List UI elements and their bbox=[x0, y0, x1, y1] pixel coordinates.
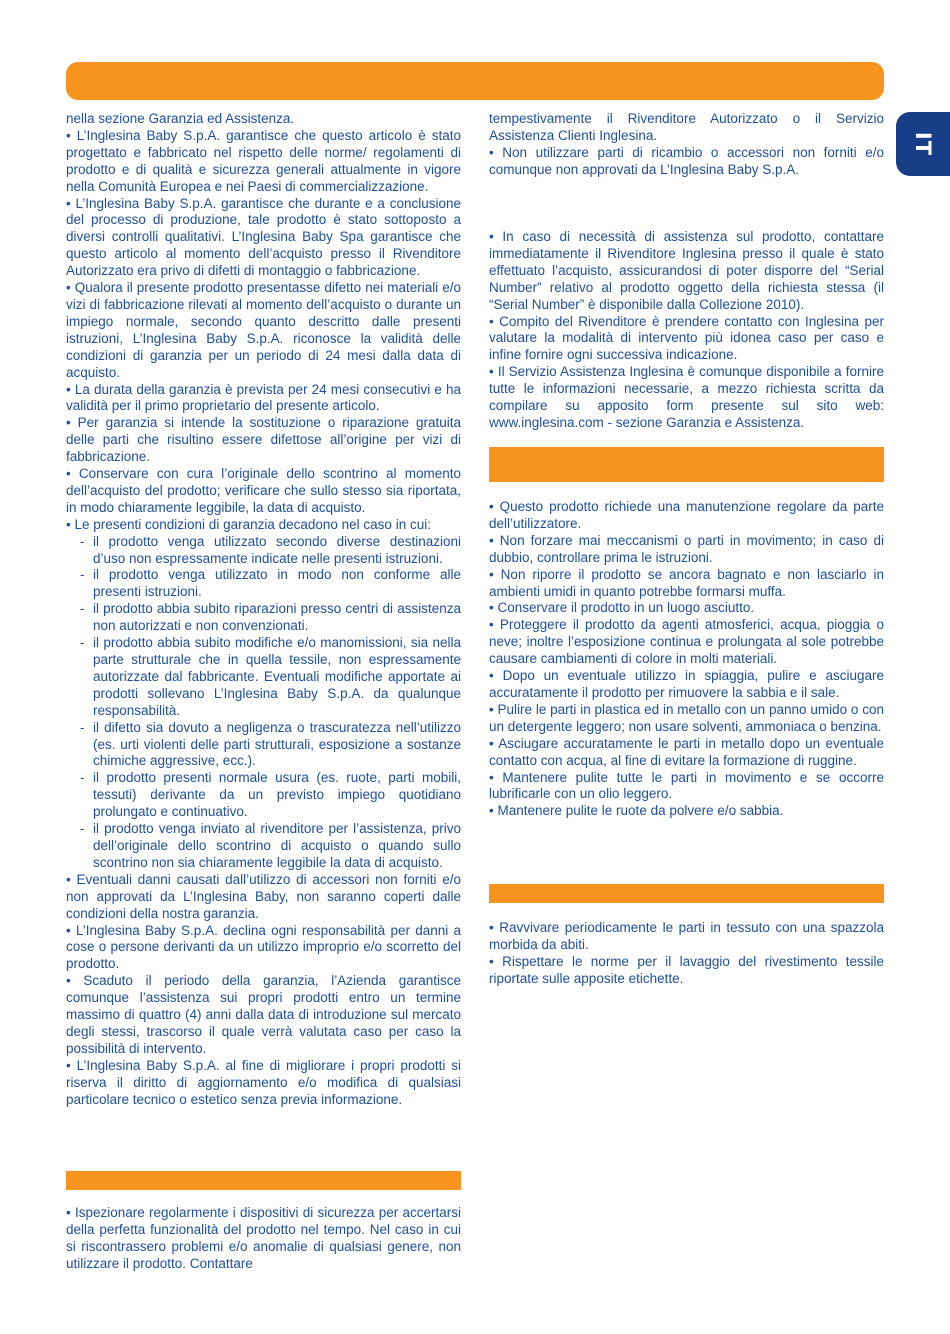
paragraph: nella sezione Garanzia ed Assistenza. bbox=[66, 111, 295, 126]
paragraph: • L’Inglesina Baby S.p.A. declina ogni responsabilità per danni a cose o persone derivanti da un utilizzo improprio e/o scorretto del prodotto. bbox=[66, 922, 461, 972]
section-header-band bbox=[66, 1171, 461, 1190]
paragraph: • Scaduto il periodo della garanzia, l’Azienda garantisce comunque l’assistenza sui propri prodotti entro un termine massimo di quattro (4) anni dalla data di introduzione sul mercato degli stessi, trascorso il quale verrà valutata caso per caso la possibilità di intervento. bbox=[66, 973, 461, 1056]
paragraph: • Ispezionare regolarmente i dispositivi di sicurezza per accertarsi della perfetta funzionalità del prodotto nel tempo. Nel caso in cui si riscontrassero problemi e/o anomalie di qualsiasi genere, non utilizzare il prodotto. Contattare bbox=[66, 1205, 461, 1271]
header-orange-bar bbox=[66, 62, 884, 100]
paragraph: • L’Inglesina Baby S.p.A. garantisce che durante e a conclusione del processo di produzione, tale prodotto è stato sottoposto a diversi controlli qualitativi. L’Inglesina Baby Spa garantisce che questo articolo al momento dell’acquisto presso il Rivenditore Autorizzato era privo di difetti di montaggio o fabbricazione. bbox=[66, 195, 461, 279]
paragraph: • Qualora il presente prodotto presentasse difetto nei materiali e/o vizi di fabbricazione rilevati al momento dell’acquisto o durante un impiego normale, secondo quanto descritto dalle presenti istruzioni, L’Inglesina Baby S.p.A. riconosce la validità delle condizioni di garanzia per un periodo di 24 mesi dalla data di acquisto. bbox=[66, 280, 461, 380]
paragraph: • Questo prodotto richiede una manutenzione regolare da parte dell’utilizzatore. bbox=[489, 499, 884, 531]
paragraph: tempestivamente il Rivenditore Autorizzato o il Servizio Assistenza Clienti Inglesina. bbox=[489, 111, 884, 143]
paragraph: • Dopo un eventuale utilizzo in spiaggia, pulire e asciugare accuratamente il prodotto per rimuovere la sabbia e il sale. bbox=[489, 668, 884, 700]
right-column-fabric bbox=[489, 920, 884, 988]
paragraph: • Ravvivare periodicamente le parti in tessuto con una spazzola morbida da abiti. bbox=[489, 920, 884, 952]
language-tab bbox=[896, 112, 950, 176]
list-item: - il prodotto venga utilizzato secondo diverse destinazioni d’uso non espressamente indicate nelle presenti istruzioni. bbox=[80, 534, 461, 568]
paragraph: • Mantenere pulite tutte le parti in movimento e se occorre lubrificarle con un olio leggero. bbox=[489, 769, 884, 802]
warranty-conditions-list bbox=[66, 534, 461, 872]
paragraph: • Per garanzia si intende la sostituzione o riparazione gratuita delle parti che risultino essere difettose all’origine per vizi di fabbricazione. bbox=[66, 415, 461, 465]
paragraph: • Non riporre il prodotto se ancora bagnato e non lasciarlo in ambienti umidi in quanto potrebbe formarsi muffa. bbox=[489, 566, 884, 599]
right-column-maintenance bbox=[489, 499, 884, 820]
language-tab-label: IT bbox=[910, 131, 935, 157]
paragraph: • Compito del Rivenditore è prendere contatto con Inglesina per valutare la modalità di intervento più idonea caso per caso e infine fornire ogni successiva indicazione. bbox=[489, 313, 884, 363]
paragraph: • Pulire le parti in plastica ed in metallo con un panno umido o con un detergente leggero; non usare solventi, ammoniaca o benzina. bbox=[489, 701, 884, 734]
right-column-assistance bbox=[489, 229, 884, 432]
paragraph: • Rispettare le norme per il lavaggio del rivestimento tessile riportate sulle apposite etichette. bbox=[489, 953, 884, 986]
paragraph: • Eventuali danni causati dall’utilizzo di accessori non forniti e/o non approvati da L’Inglesina Baby, non saranno coperti dalle condizioni della nostra garanzia. bbox=[66, 871, 461, 921]
warranty-final-paragraphs bbox=[66, 872, 461, 1109]
list-item: - il prodotto presenti normale usura (es. ruote, parti mobili, tessuti) derivante da un previsto impiego quotidiano prolungato e continuativo. bbox=[80, 770, 461, 821]
paragraph: • Il Servizio Assistenza Inglesina è comunque disponibile a fornire tutte le informazioni necessarie, a mezzo richiesta scritta da compilare su apposito form presente sul sito web: www.inglesina.com - sezione Garanzia e Assistenza. bbox=[489, 364, 884, 430]
list-item: - il prodotto venga utilizzato in modo non conforme alle presenti istruzioni. bbox=[80, 567, 461, 601]
section-header-band bbox=[489, 447, 884, 482]
paragraph: • Proteggere il prodotto da agenti atmosferici, acqua, pioggia o neve; inoltre l’esposizione continua e prolungata al sole potrebbe causare cambiamenti di colore in molti materiali. bbox=[489, 617, 884, 667]
paragraph: • Conservare il prodotto in un luogo asciutto. bbox=[489, 600, 755, 616]
paragraph: • Mantenere pulite le ruote da polvere e/o sabbia. bbox=[489, 803, 784, 819]
paragraph: • Non forzare mai meccanismi o parti in movimento; in caso di dubbio, controllare prima le istruzioni. bbox=[489, 532, 884, 565]
paragraph: • La durata della garanzia è prevista per 24 mesi consecutivi e ha validità per il primo proprietario del presente articolo. bbox=[66, 381, 461, 414]
list-item: - il difetto sia dovuto a negligenza o trascuratezza nell’utilizzo (es. urti violenti delle parti strutturali, esposizione a sostanze chimiche aggressive, ecc.). bbox=[80, 720, 461, 771]
right-column-top bbox=[489, 111, 884, 179]
paragraph: • L’Inglesina Baby S.p.A. garantisce che questo articolo è stato progettato e fabbricato nel rispetto delle norme/ regolamenti di prodotto e di qualità e sicurezza generali attualmente in vigore nella Comunità Europea e nei Paesi di commercializzazione. bbox=[66, 127, 461, 194]
paragraph: • Le presenti condizioni di garanzia decadono nel caso in cui: bbox=[66, 516, 431, 532]
paragraph: • L’Inglesina Baby S.p.A. al fine di migliorare i propri prodotti si riserva il diritto di aggiornamento e/o modifica di qualsiasi particolare tecnico o estetico senza previa informazione. bbox=[66, 1057, 461, 1107]
left-column-safety bbox=[66, 1205, 461, 1273]
list-item: - il prodotto venga inviato al rivenditore per l’assistenza, privo dell’originale dello scontrino di acquisto o quando sullo scontrino non sia chiaramente leggibile la data di acquisto. bbox=[80, 821, 461, 872]
section-header-band bbox=[489, 884, 884, 903]
paragraph: • Conservare con cura l’originale dello scontrino al momento dell’acquisto del prodotto; verificare che sullo stesso sia riportata, in modo chiaramente leggibile, la data di acquisto. bbox=[66, 466, 461, 515]
paragraph: • Asciugare accuratamente le parti in metallo dopo un eventuale contatto con acqua, al fine di evitare la formazione di ruggine. bbox=[489, 735, 884, 768]
paragraph: • In caso di necessità di assistenza sul prodotto, contattare immediatamente il Rivenditore Inglesina presso il quale è stato effettuato l’acquisto, assicurandosi di poter disporre del “Serial Number” relativo al prodotto oggetto della richiesta stessa (il “Serial Number” è disponibile dalla Collezione 2010). bbox=[489, 229, 884, 312]
paragraph: • Non utilizzare parti di ricambio o accessori non forniti e/o comunque non approvati da L’Inglesina Baby S.p.A. bbox=[489, 144, 884, 177]
list-item: - il prodotto abbia subito modifiche e/o manomissioni, sia nella parte strutturale che in quella tessile, non espressamente autorizzate dal fabbricante. Eventuali modifiche apportate ai prodotti sollevano L’Inglesina Baby S.p.A. da qualunque responsabilità. bbox=[80, 635, 461, 720]
warranty-paragraphs bbox=[66, 111, 461, 534]
left-column-main bbox=[66, 111, 461, 1108]
list-item: - il prodotto abbia subito riparazioni presso centri di assistenza non autorizzati e non convenzionati. bbox=[80, 601, 461, 635]
